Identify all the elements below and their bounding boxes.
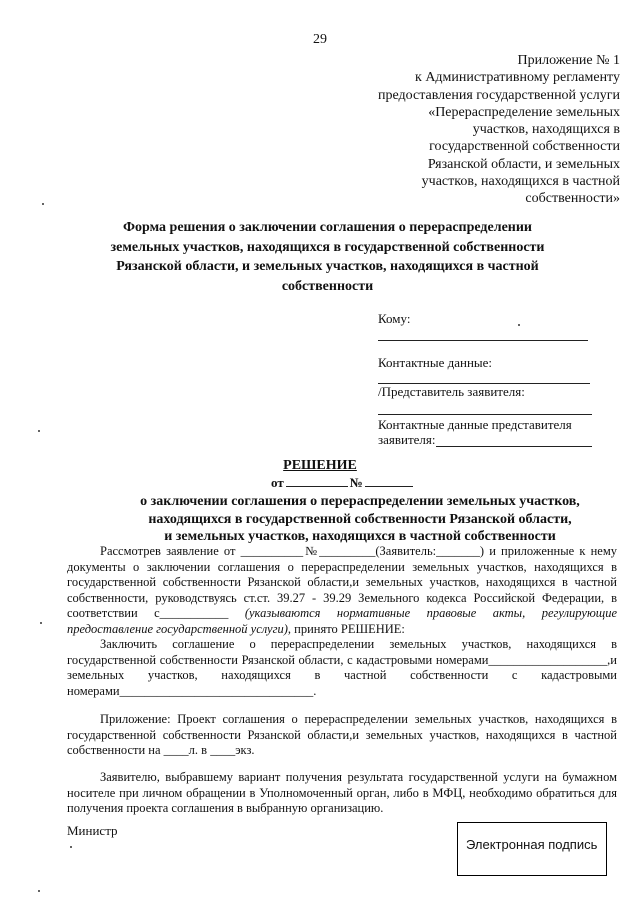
appendix-line: к Административному регламенту bbox=[415, 70, 620, 86]
paragraph-attachment: Приложение: Проект соглашения о перераспределении земельных участков, находящихся в государственной собственности Рязанской области,и земельных участков, находящихся в частной собственности на ____л. в ____экз. bbox=[67, 712, 617, 757]
paragraph-considered-text: Рассмотрев заявление от __________№_________(Заявитель:_______) и приложенные к нему документы о заключении соглашения о перераспределении земельных участков, находящихся в государственной собственности Рязанской области,и земельных участков, находящихся в частной собственности, руководствуясь ст.ст. 39.27 - 39.29 Земельного кодекса Российской Федерации, в соответствии с___________ bbox=[67, 544, 617, 620]
paragraph-conclude: Заключить соглашение о перераспределении земельных участков, находящихся в государственной собственности Рязанской области, с кадастровыми номерами___________________,и земельных участков, находящихся в частной собственности с кадастровыми номерами_______________________________. bbox=[67, 637, 617, 698]
scan-speck bbox=[70, 846, 72, 848]
appendix-line: «Перераспределение земельных bbox=[428, 104, 620, 120]
number-field-line[interactable] bbox=[365, 486, 413, 487]
minister-label: Министр bbox=[67, 823, 118, 838]
paragraph-considered-end: , принято РЕШЕНИЕ: bbox=[287, 621, 405, 636]
form-title-line: Рязанской области, и земельных участков, находящихся в частной bbox=[116, 259, 539, 274]
representative-label: /Представитель заявителя: bbox=[378, 384, 525, 399]
date-label: от bbox=[271, 475, 284, 490]
date-field-line[interactable] bbox=[286, 486, 348, 487]
decision-heading-text: РЕШЕНИЕ bbox=[283, 458, 357, 473]
scan-speck bbox=[38, 430, 40, 432]
appendix-line: предоставления государственной услуги bbox=[378, 87, 620, 103]
paragraph-considered bbox=[67, 544, 617, 637]
to-field-line[interactable] bbox=[378, 340, 588, 341]
rep-contacts-field-line[interactable] bbox=[436, 446, 592, 447]
rep-contacts-label-2: заявителя: bbox=[378, 432, 436, 447]
appendix-line: участков, находящихся в частной bbox=[421, 174, 620, 190]
form-title-line: Форма решения о заключении соглашения о перераспределении bbox=[123, 220, 532, 235]
electronic-signature-text: Электронная подпись bbox=[466, 837, 598, 852]
decision-subtitle-line: находящихся в государственной собственности Рязанской области, bbox=[148, 511, 572, 527]
appendix-line: государственной собственности bbox=[429, 139, 620, 155]
representative-field-line[interactable] bbox=[378, 414, 592, 415]
electronic-signature-box bbox=[457, 822, 607, 876]
contacts-label: Контактные данные: bbox=[378, 355, 493, 370]
number-label: № bbox=[349, 475, 363, 490]
decision-date-number bbox=[271, 475, 413, 491]
decision-subtitle-line: о заключении соглашения о перераспределении земельных участков, bbox=[140, 494, 580, 509]
scan-speck bbox=[518, 324, 520, 326]
page-number: 29 bbox=[313, 32, 327, 47]
to-label: Кому: bbox=[378, 311, 411, 326]
rep-contacts-label-1: Контактные данные представителя bbox=[378, 417, 572, 432]
decision-subtitle bbox=[105, 493, 615, 546]
paragraph-considered-italic: (указываются нормативные правовые акты, регулирующие предоставление государственной услуги) bbox=[67, 606, 617, 636]
appendix-line: участков, находящихся в bbox=[472, 122, 620, 138]
form-title bbox=[95, 218, 560, 296]
scan-speck bbox=[42, 203, 44, 205]
paragraph-applicant-note: Заявителю, выбравшему вариант получения результата государственной услуги на бумажном носителе при личном обращении в Уполномоченный орган, либо в МФЦ, необходимо обратиться для получения проекта соглашения в выбранную организацию. bbox=[67, 770, 617, 815]
appendix-line: Приложение № 1 bbox=[517, 53, 620, 68]
appendix-header bbox=[340, 52, 620, 208]
form-title-line: земельных участков, находящихся в государственной собственности bbox=[110, 239, 545, 255]
appendix-line: Рязанской области, и земельных bbox=[427, 156, 620, 172]
decision-heading bbox=[0, 458, 640, 474]
form-title-line: собственности bbox=[281, 278, 374, 294]
scan-speck bbox=[40, 622, 42, 624]
decision-subtitle-line: и земельных участков, находящихся в частной собственности bbox=[164, 529, 556, 544]
appendix-line: собственности» bbox=[525, 191, 620, 207]
scan-speck bbox=[38, 890, 40, 892]
